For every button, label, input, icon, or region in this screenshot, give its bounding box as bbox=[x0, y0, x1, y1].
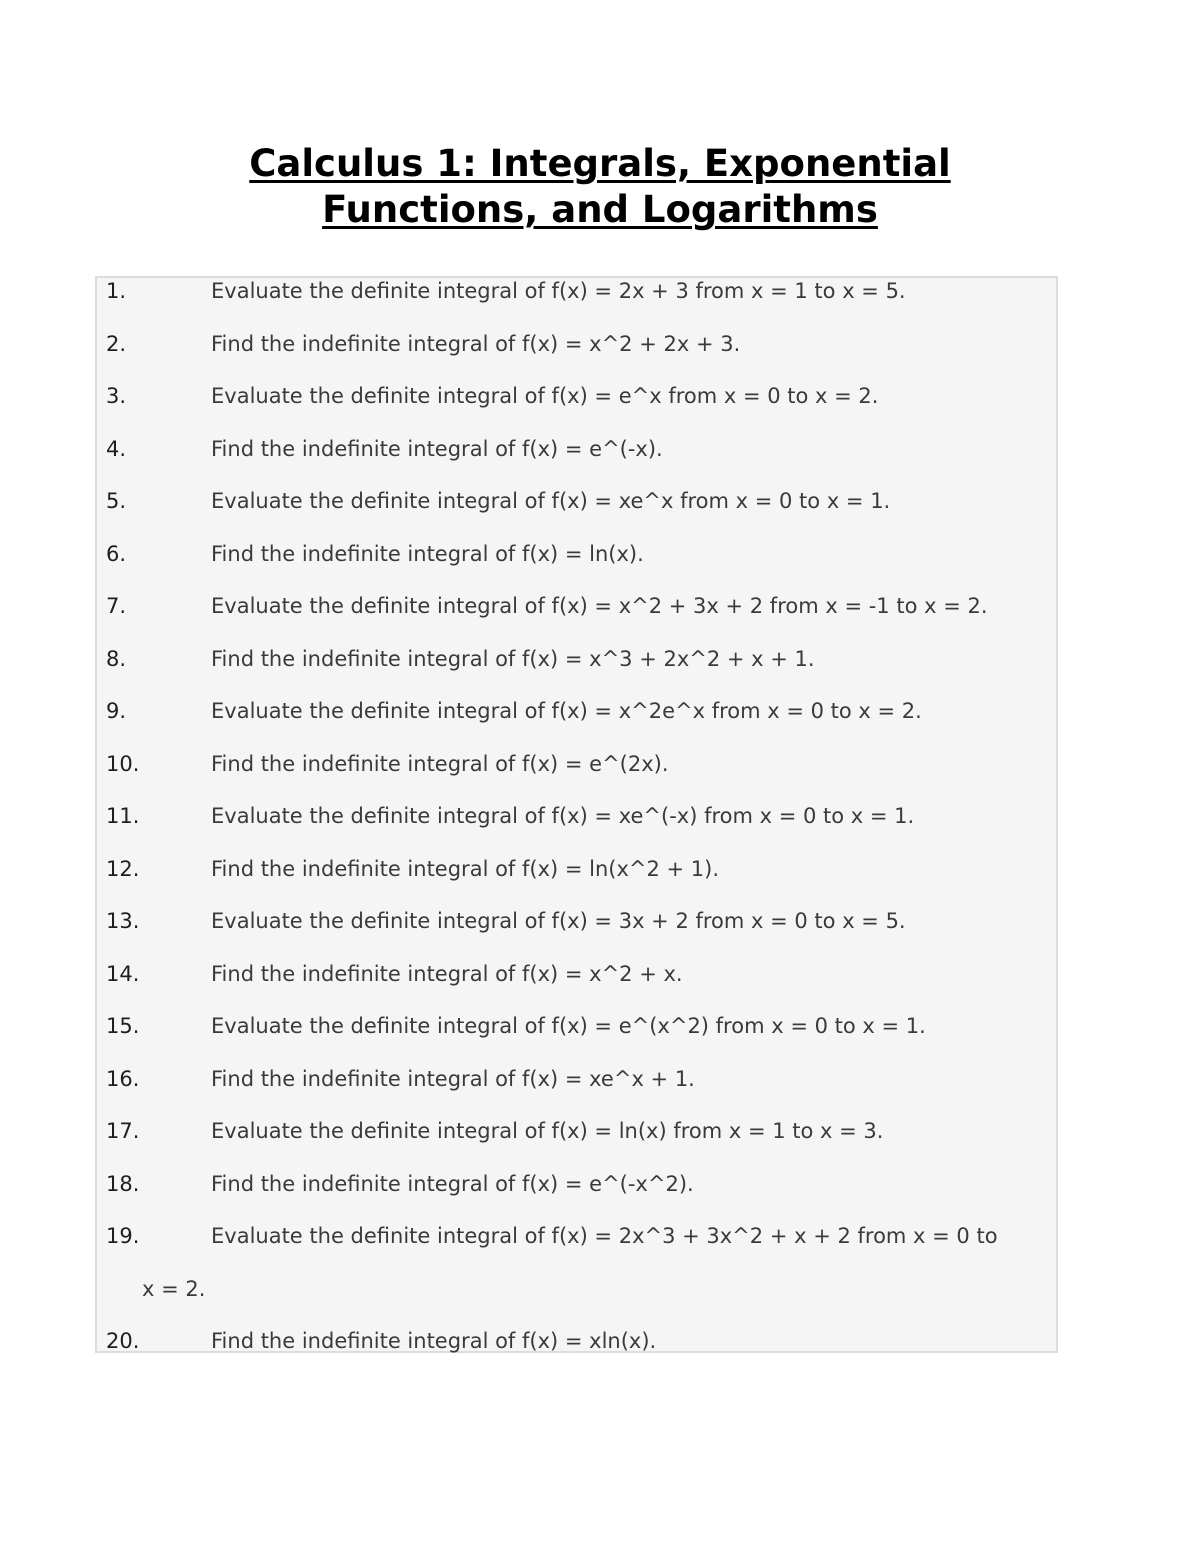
problem-item bbox=[97, 488, 1056, 541]
problem-text: Evaluate the definite integral of f(x) = ln(x) from x = 1 to x = 3. bbox=[211, 1119, 884, 1143]
title-line-1: Calculus 1: Integrals, Exponential bbox=[249, 142, 951, 185]
problem-number: 10. bbox=[106, 751, 140, 776]
problem-list-box bbox=[95, 276, 1058, 1353]
problem-number: 8. bbox=[106, 646, 127, 671]
problem-number: 9. bbox=[106, 699, 127, 723]
problem-number: 4. bbox=[106, 436, 127, 461]
problem-text: Evaluate the definite integral of f(x) = xe^x from x = 0 to x = 1. bbox=[211, 489, 891, 513]
problem-number: 2. bbox=[106, 331, 127, 356]
problem-text: Find the indefinite integral of f(x) = ln(x). bbox=[211, 541, 644, 566]
problem-item bbox=[97, 1013, 1056, 1066]
problem-number: 7. bbox=[106, 594, 127, 618]
problem-item bbox=[97, 383, 1056, 436]
problem-item bbox=[97, 541, 1056, 594]
problem-item bbox=[97, 331, 1056, 384]
problem-text: Find the indefinite integral of f(x) = e^(2x). bbox=[211, 751, 669, 776]
problem-item bbox=[97, 803, 1056, 856]
problem-item bbox=[97, 751, 1056, 804]
problem-number: 3. bbox=[106, 384, 127, 408]
problem-list bbox=[97, 278, 1056, 1381]
problem-item bbox=[97, 1118, 1056, 1171]
problem-number: 20. bbox=[106, 1329, 140, 1353]
problem-text: Find the indefinite integral of f(x) = x^3 + 2x^2 + x + 1. bbox=[211, 646, 815, 671]
problem-item bbox=[97, 593, 1056, 646]
problem-text: Evaluate the definite integral of f(x) = e^x from x = 0 to x = 2. bbox=[211, 384, 879, 408]
problem-item bbox=[97, 698, 1056, 751]
title-line-2: Functions, and Logarithms bbox=[322, 188, 878, 231]
problem-text: Find the indefinite integral of f(x) = xe^x + 1. bbox=[211, 1066, 695, 1091]
problem-text: Evaluate the definite integral of f(x) = e^(x^2) from x = 0 to x = 1. bbox=[211, 1014, 926, 1038]
problem-item bbox=[97, 1328, 1056, 1381]
problem-text: Evaluate the definite integral of f(x) = x^2 + 3x + 2 from x = -1 to x = 2. bbox=[211, 594, 988, 618]
problem-item bbox=[97, 856, 1056, 909]
problem-number: 13. bbox=[106, 909, 140, 933]
problem-item bbox=[97, 646, 1056, 699]
problem-item bbox=[97, 961, 1056, 1014]
problem-text: Find the indefinite integral of f(x) = x^2 + x. bbox=[211, 961, 683, 986]
problem-text: Find the indefinite integral of f(x) = ln(x^2 + 1). bbox=[211, 856, 720, 881]
problem-item bbox=[97, 1066, 1056, 1119]
problem-text: Find the indefinite integral of f(x) = e^(-x). bbox=[211, 436, 663, 461]
problem-text: Find the indefinite integral of f(x) = x^2 + 2x + 3. bbox=[211, 331, 741, 356]
problem-text: Evaluate the definite integral of f(x) = x^2e^x from x = 0 to x = 2. bbox=[211, 699, 922, 723]
problem-item bbox=[97, 278, 1056, 331]
problem-text: Find the indefinite integral of f(x) = e^(-x^2). bbox=[211, 1171, 694, 1196]
problem-text: Evaluate the definite integral of f(x) = 3x + 2 from x = 0 to x = 5. bbox=[211, 909, 906, 933]
problem-item bbox=[97, 436, 1056, 489]
problem-item bbox=[97, 1171, 1056, 1224]
problem-text: Evaluate the definite integral of f(x) = 2x + 3 from x = 1 to x = 5. bbox=[211, 279, 906, 303]
problem-item bbox=[97, 908, 1056, 961]
problem-text: Evaluate the definite integral of f(x) = xe^(-x) from x = 0 to x = 1. bbox=[211, 804, 915, 828]
problem-number: 6. bbox=[106, 541, 127, 566]
problem-number: 14. bbox=[106, 961, 140, 986]
problem-text: Find the indefinite integral of f(x) = xln(x). bbox=[211, 1329, 657, 1353]
problem-number: 18. bbox=[106, 1171, 140, 1196]
problem-text-continuation: x = 2. bbox=[142, 1276, 206, 1301]
problem-number: 1. bbox=[106, 279, 127, 303]
document-title bbox=[200, 141, 1000, 233]
problem-number: 19. bbox=[106, 1224, 140, 1248]
problem-number: 16. bbox=[106, 1066, 140, 1091]
problem-text: Evaluate the definite integral of f(x) = 2x^3 + 3x^2 + x + 2 from x = 0 to bbox=[211, 1224, 998, 1248]
problem-number: 11. bbox=[106, 804, 140, 828]
problem-number: 5. bbox=[106, 489, 127, 513]
problem-number: 17. bbox=[106, 1119, 140, 1143]
problem-number: 15. bbox=[106, 1014, 140, 1038]
problem-number: 12. bbox=[106, 856, 140, 881]
problem-item bbox=[97, 1223, 1056, 1328]
